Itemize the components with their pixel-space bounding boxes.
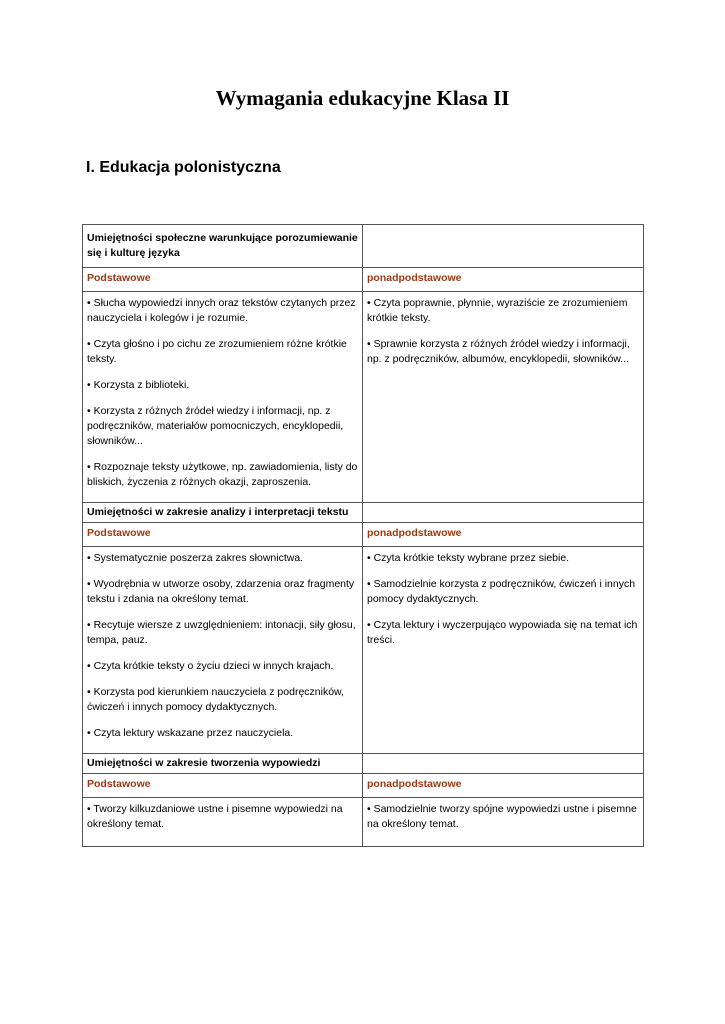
list-item: • Czyta krótkie teksty o życiu dzieci w innych krajach. — [87, 660, 334, 672]
advanced-requirements — [363, 798, 644, 847]
level-label-row — [83, 523, 644, 547]
list-item: • Korzysta z biblioteki. — [87, 379, 190, 391]
basic-requirements — [83, 547, 363, 754]
basic-label: Podstawowe — [83, 268, 363, 292]
basic-requirements — [83, 292, 363, 503]
list-item: • Korzysta pod kierunkiem nauczyciela z podręczników, ćwiczeń i innych pomocy dydaktycznych. — [87, 686, 344, 713]
list-item: • Samodzielnie korzysta z podręczników, ćwiczeń i innych pomocy dydaktycznych. — [367, 578, 636, 605]
list-item: • Wyodrębnia w utworze osoby, zdarzenia oraz fragmenty tekstu i zdania na określony temat. — [87, 578, 355, 605]
requirements-row — [83, 292, 644, 503]
list-item: • Recytuje wiersze z uwzględnieniem: intonacji, siły głosu, tempa, pauz. — [87, 619, 356, 646]
requirements-row — [83, 547, 644, 754]
list-item: • Tworzy kilkuzdaniowe ustne i pisemne wypowiedzi na określony temat. — [87, 803, 343, 830]
section-heading-row — [83, 754, 644, 774]
list-item: • Słucha wypowiedzi innych oraz tekstów czytanych przez nauczyciela i kolegów i je rozumie. — [87, 297, 356, 324]
list-item: • Korzysta z różnych źródeł wiedzy i informacji, np. z podręczników, materiałów pomocniczych, encyklopedii, słowników... — [87, 405, 344, 447]
section-heading-row — [83, 503, 644, 523]
list-item: • Czyta krótkie teksty wybrane przez siebie. — [367, 552, 570, 564]
empty-cell — [363, 754, 644, 774]
level-label-row — [83, 268, 644, 292]
section-heading: Umiejętności w zakresie analizy i interpretacji tekstu — [83, 503, 363, 523]
list-item: • Rozpoznaje teksty użytkowe, np. zawiadomienia, listy do bliskich, życzenia z różnych okazji, zaproszenia. — [87, 461, 358, 488]
empty-cell — [363, 225, 644, 268]
list-item: • Sprawnie korzysta z różnych źródeł wiedzy i informacji, np. z podręczników, albumów, encyklopedii, słowników... — [367, 338, 630, 365]
section-heading: Umiejętności społeczne warunkujące porozumiewanie się i kulturę języka — [83, 225, 363, 268]
requirements-row — [83, 798, 644, 847]
document-title: Wymagania edukacyjne Klasa II — [215, 86, 510, 110]
list-item: • Czyta lektury i wyczerpująco wypowiada się na temat ich treści. — [367, 619, 638, 646]
list-item: • Czyta głośno i po cichu ze zrozumieniem różne krótkie teksty. — [87, 338, 347, 365]
advanced-label: ponadpodstawowe — [363, 774, 644, 798]
basic-label: Podstawowe — [83, 523, 363, 547]
list-item: • Systematycznie poszerza zakres słownictwa. — [87, 552, 304, 564]
list-item: • Czyta poprawnie, płynnie, wyraziście ze zrozumieniem krótkie teksty. — [367, 297, 628, 324]
list-item: • Czyta lektury wskazane przez nauczyciela. — [87, 727, 294, 739]
section-heading-row — [83, 225, 644, 268]
advanced-requirements — [363, 292, 644, 503]
advanced-requirements — [363, 547, 644, 754]
section-title: I. Edukacja polonistyczna — [86, 159, 281, 176]
basic-requirements — [83, 798, 363, 847]
list-item: • Samodzielnie tworzy spójne wypowiedzi ustne i pisemne na określony temat. — [367, 803, 637, 830]
level-label-row — [83, 774, 644, 798]
requirements-table — [82, 224, 644, 847]
basic-label: Podstawowe — [83, 774, 363, 798]
advanced-label: ponadpodstawowe — [363, 523, 644, 547]
advanced-label: ponadpodstawowe — [363, 268, 644, 292]
empty-cell — [363, 503, 644, 523]
section-heading: Umiejętności w zakresie tworzenia wypowiedzi — [83, 754, 363, 774]
